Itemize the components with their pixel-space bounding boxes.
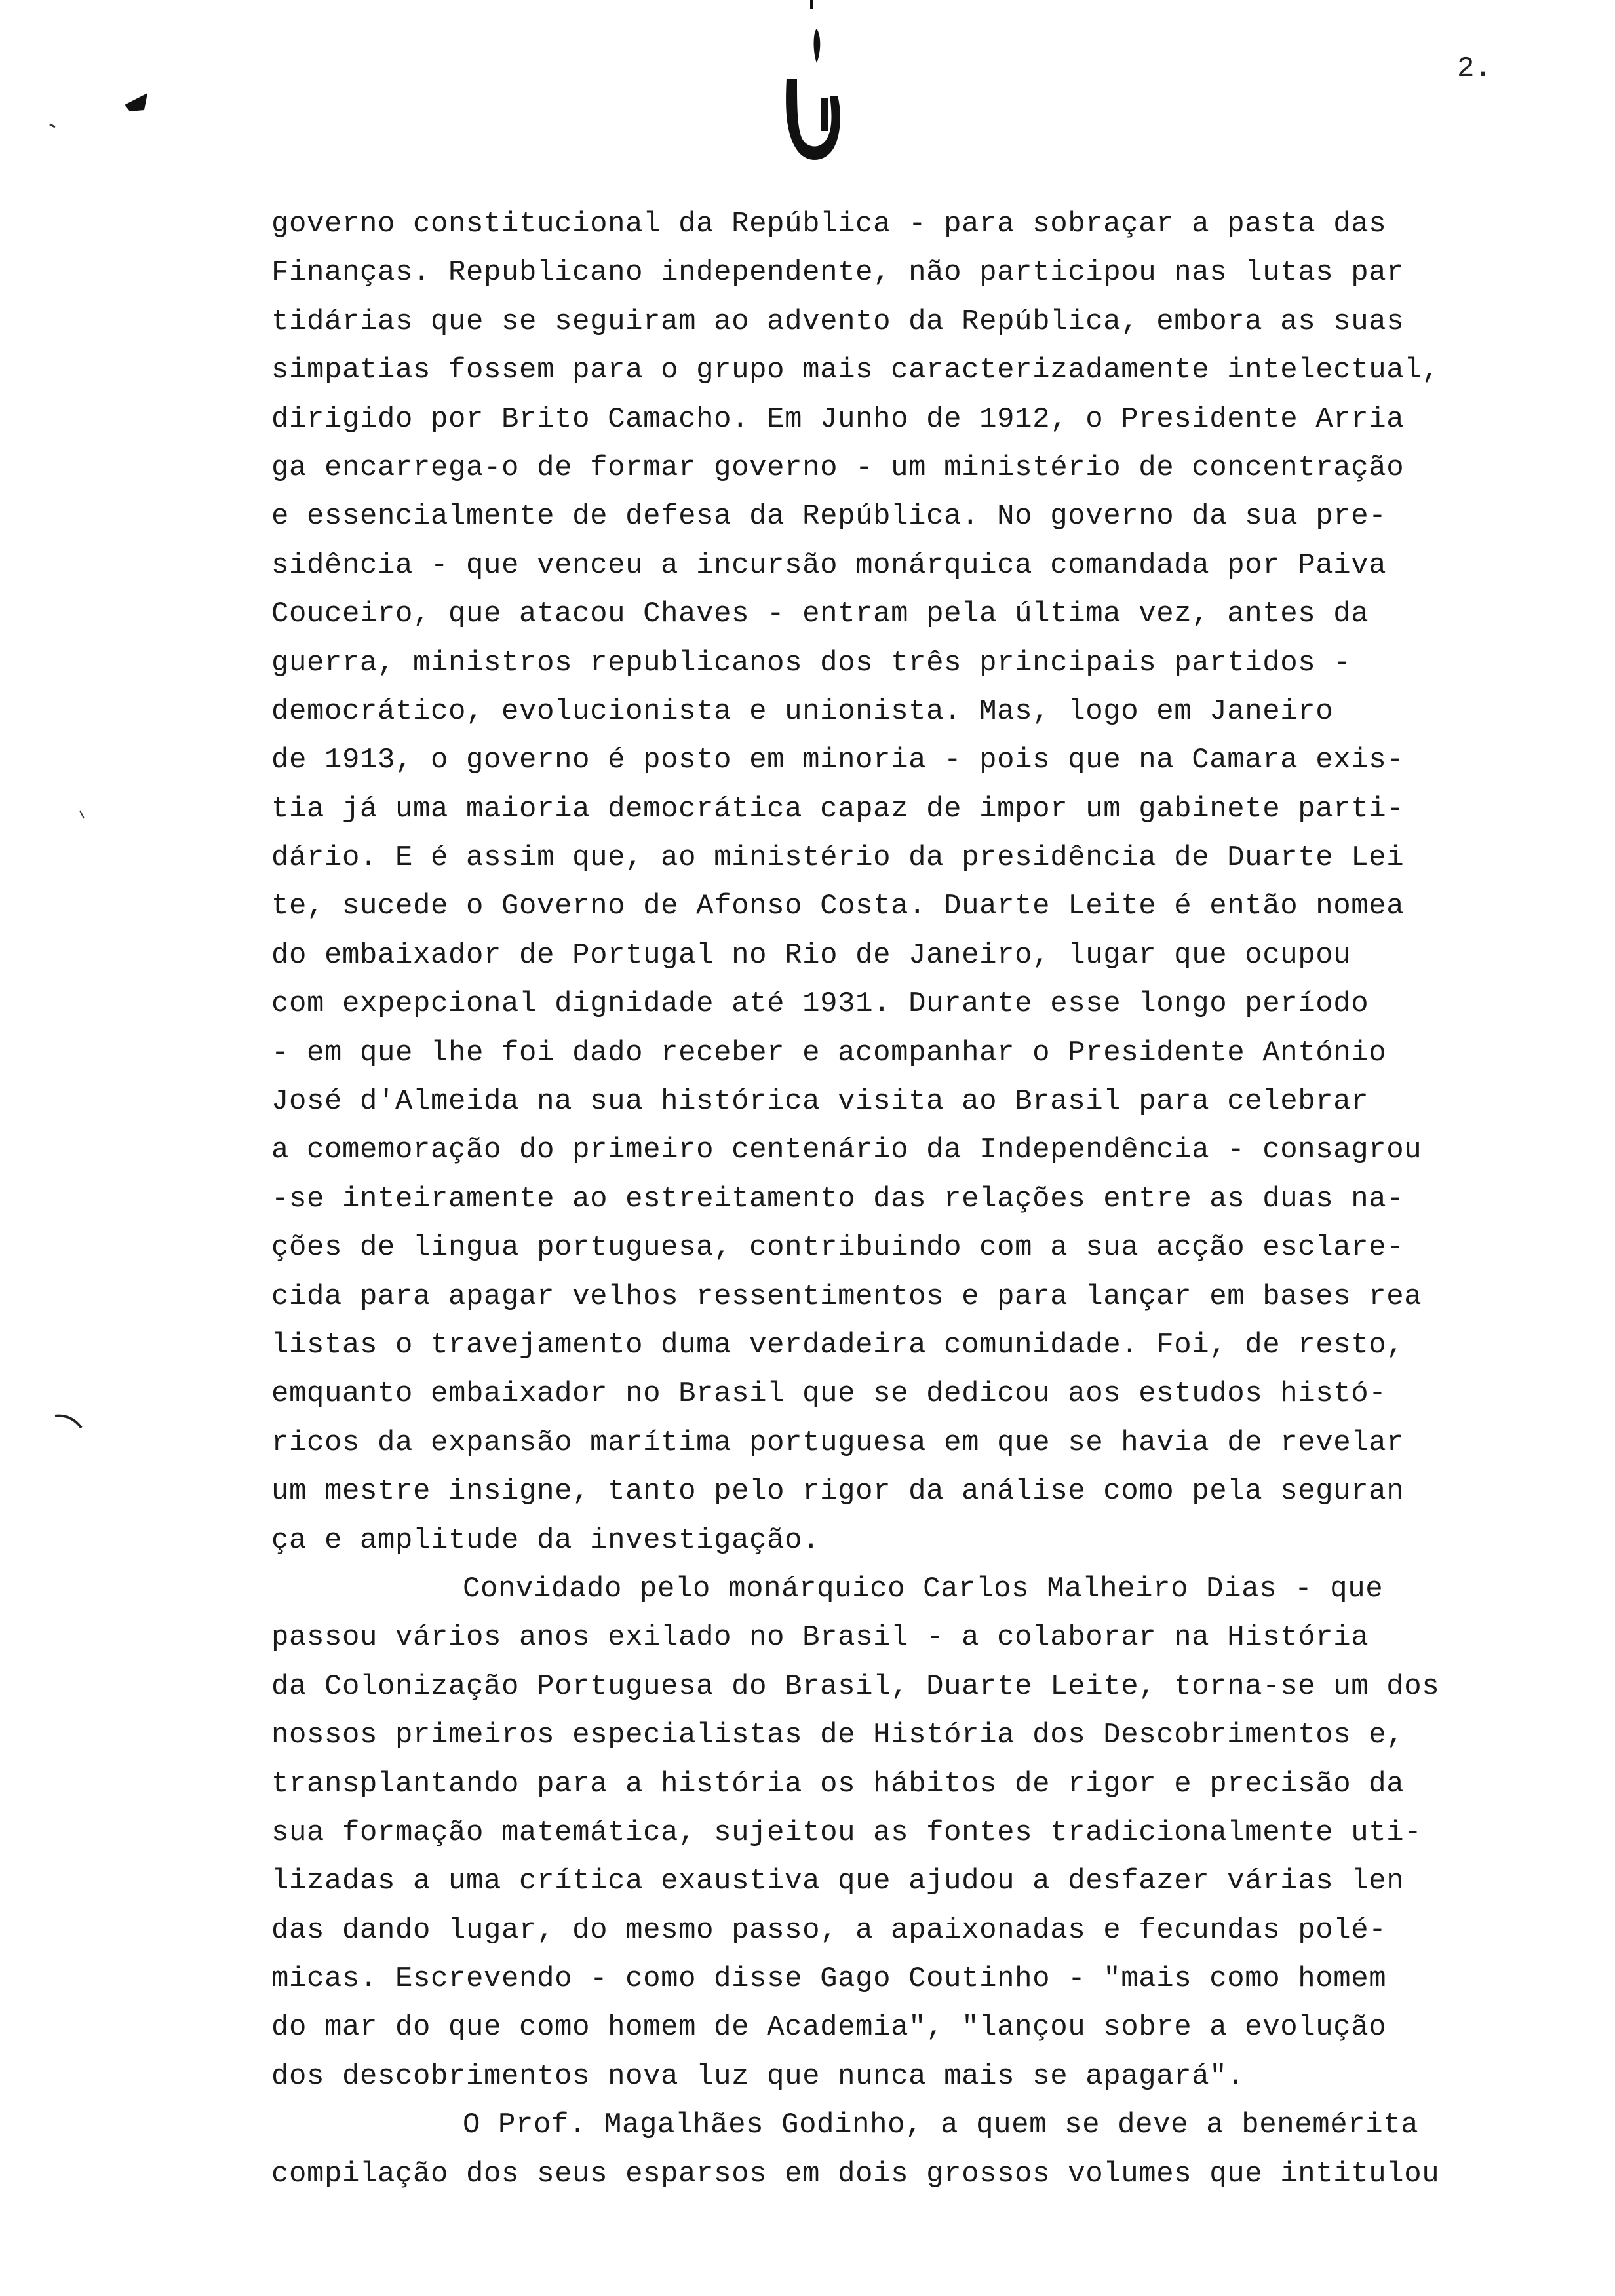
text-line: do embaixador de Portugal no Rio de Janeiro, lugar que ocupou [271,938,1352,972]
text-line: cida para apagar velhos ressentimentos e para lançar em bases rea [271,1280,1422,1313]
margin-speck-lower-left [52,1412,85,1432]
text-line: -se inteiramente ao estreitamento das relações entre as duas na- [271,1182,1405,1215]
text-line: passou vários anos exilado no Brasil - a colaborar na História [271,1621,1369,1655]
text-line: O Prof. Magalhães Godinho, a quem se deve a benemérita [463,2109,1419,2142]
text-line: ça e amplitude da investigação. [271,1523,821,1557]
text-line: José d'Almeida na sua histórica visita ao Brasil para celebrar [271,1085,1369,1119]
text-line: das dando lugar, do mesmo passo, a apaixonadas e fecundas polé- [271,1913,1387,1947]
text-line: te, sucede o Governo de Afonso Costa. Duarte Leite é então nomea [271,890,1405,923]
margin-speck-mid-left [79,809,87,821]
margin-speck-top-left [39,79,151,144]
text-line: governo constitucional da República - para sobraçar a pasta das [271,208,1387,240]
text-line: transplantando para a história os hábitos de rigor e precisão da [271,1767,1405,1801]
text-line: dirigido por Brito Camacho. Em Junho de 1912, o Presidente Arria [271,402,1405,436]
page-number: 2. [1457,52,1492,85]
text-line: lizadas a uma crítica exaustiva que ajudou a desfazer várias len [271,1865,1405,1898]
text-line: simpatias fossem para o grupo mais caracterizadamente intelectual, [271,354,1440,387]
text-line: tia já uma maioria democrática capaz de impor um gabinete parti- [271,792,1405,826]
text-line: ricos da expansão marítima portuguesa em que se havia de revelar [271,1426,1405,1459]
text-line: e essencialmente de defesa da República. No governo da sua pre- [271,500,1387,533]
text-line: a comemoração do primeiro centenário da Independência - consagrou [271,1134,1422,1167]
text-line: Couceiro, que atacou Chaves - entram pela última vez, antes da [271,598,1369,631]
text-line: um mestre insigne, tanto pelo rigor da análise como pela seguran [271,1475,1405,1508]
text-line: nossos primeiros especialistas de História dos Descobrimentos e, [271,1719,1405,1752]
text-line: com expepcional dignidade até 1931. Durante esse longo período [271,987,1369,1021]
handwritten-mark [773,0,846,177]
text-line: ções de lingua portuguesa, contribuindo com a sua acção esclare- [271,1231,1405,1265]
text-line: do mar do que como homem de Academia", "lançou sobre a evolução [271,2011,1387,2044]
text-line: compilação dos seus esparsos em dois grossos volumes que intitulou [271,2157,1440,2191]
text-line: dário. E é assim que, ao ministério da presidência de Duarte Lei [271,841,1405,875]
text-line: emquanto embaixador no Brasil que se dedicou aos estudos histó- [271,1377,1387,1411]
text-line: Convidado pelo monárquico Carlos Malheiro Dias - que [463,1572,1384,1605]
text-line: sidência - que venceu a incursão monárquica comandada por Paiva [271,548,1387,582]
text-line: democrático, evolucionista e unionista. Mas, logo em Janeiro [271,695,1334,728]
text-line: ga encarrega-o de formar governo - um ministério de concentração [271,451,1405,484]
typed-text [271,200,1589,2198]
text-line: dos descobrimentos nova luz que nunca mais se apagará". [271,2059,1245,2093]
text-line: guerra, ministros republicanos dos três principais partidos - [271,646,1352,679]
text-line: sua formação matemática, sujeitou as fontes tradicionalmente uti- [271,1816,1422,1849]
text-line: micas. Escrevendo - como disse Gago Coutinho - "mais como homem [271,1962,1387,1996]
text-line: da Colonização Portuguesa do Brasil, Duarte Leite, torna-se um dos [271,1670,1440,1703]
text-line: de 1913, o governo é posto em minoria - pois que na Camara exis- [271,744,1405,777]
text-line: tidárias que se seguiram ao advento da República, embora as suas [271,305,1405,338]
text-line: listas o travejamento duma verdadeira comunidade. Foi, de resto, [271,1328,1405,1362]
text-line: Finanças. Republicano independente, não participou nas lutas par [271,256,1405,290]
text-line: - em que lhe foi dado receber e acompanhar o Presidente António [271,1036,1387,1069]
